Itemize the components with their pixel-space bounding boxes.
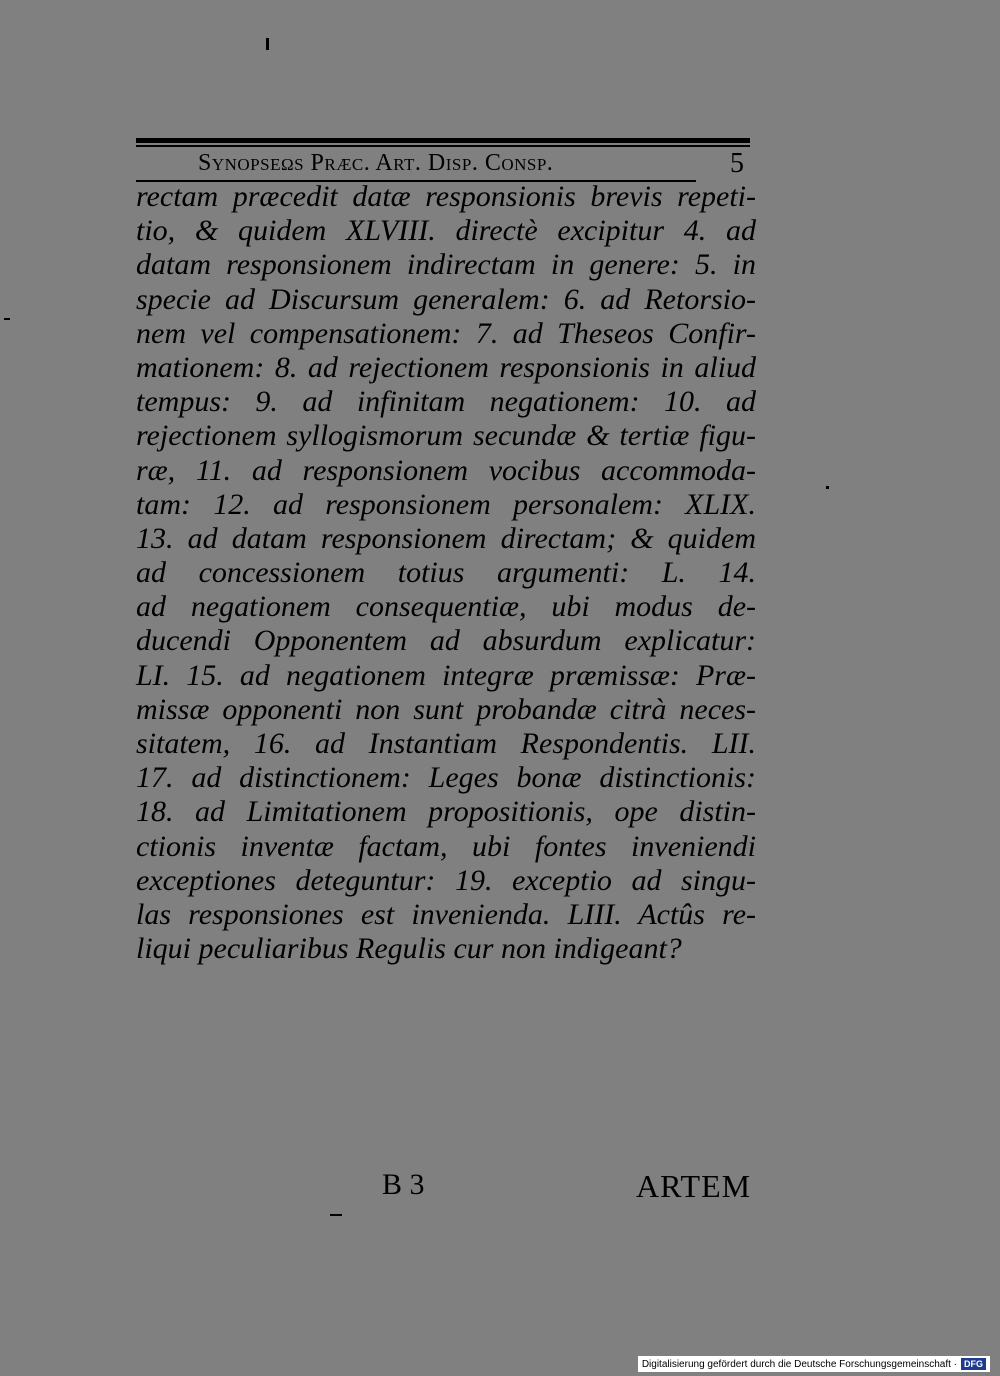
ink-speck	[826, 486, 829, 489]
text-line: rejectionem syllogismorum secundæ & tertiæ figu-	[136, 419, 756, 453]
text-line: ad concessionem totius argumenti: L. 14.	[136, 556, 756, 590]
text-line: nem vel compensationem: 7. ad Theseos Confir-	[136, 316, 756, 350]
text-line: ctionis inventæ factam, ubi fontes inveniendi	[136, 829, 756, 863]
header-rule-thin	[136, 145, 750, 147]
text-line: exceptiones deteguntur: 19. exceptio ad singu-	[136, 863, 756, 897]
text-line: ducendi Opponentem ad absurdum explicatur:	[136, 624, 756, 658]
attribution-text: Digitalisierung gefördert durch die Deutsche Forschungsgemeinschaft ·	[641, 1358, 957, 1370]
text-line: ad negationem consequentiæ, ubi modus de-	[136, 590, 756, 624]
header-rule	[136, 138, 750, 143]
text-line: specie ad Discursum generalem: 6. ad Retorsio-	[136, 282, 756, 316]
text-line: ræ, 11. ad responsionem vocibus accommoda-	[136, 453, 756, 487]
ink-speck	[266, 38, 269, 50]
text-line: rectam præcedit datæ responsionis brevis repeti-	[136, 180, 756, 213]
text-line: 18. ad Limitationem propositionis, ope distin-	[136, 795, 756, 829]
text-line: 13. ad datam responsionem directam; & quidem	[136, 521, 756, 555]
text-line: tempus: 9. ad infinitam negationem: 10. ad	[136, 385, 756, 419]
text-line: tam: 12. ad responsionem personalem: XLIX.	[136, 487, 756, 521]
digitization-attribution	[638, 1356, 990, 1372]
text-line: mationem: 8. ad rejectionem responsionis in aliud	[136, 350, 756, 384]
text-line: tio, & quidem XLVIII. directè excipitur 4. ad	[136, 214, 756, 248]
text-line: las responsiones est invenienda. LIII. Actûs re-	[136, 897, 756, 931]
signature-mark: B 3	[382, 1168, 425, 1201]
text-line: missæ opponenti non sunt probandæ citrà neces-	[136, 692, 756, 726]
running-head	[136, 148, 750, 182]
text-line: datam responsionem indirectam in genere: 5. in	[136, 248, 756, 282]
catchword: ARTEM	[636, 1168, 752, 1204]
ink-speck	[330, 1214, 342, 1216]
dfg-logo: DFG	[961, 1358, 986, 1370]
running-title: Synopsεωs Præc. Art. Disp. Consp.	[198, 150, 554, 176]
ink-speck	[4, 318, 10, 320]
text-line: liqui peculiaribus Regulis cur non indigeant?	[136, 932, 682, 966]
text-line: 17. ad distinctionem: Leges bonæ distinctionis:	[136, 761, 756, 795]
page-number: 5	[730, 148, 744, 179]
text-line: LI. 15. ad negationem integræ præmissæ: Præ-	[136, 658, 756, 692]
body-text	[136, 180, 756, 966]
text-line: sitatem, 16. ad Instantiam Respondentis. LII.	[136, 727, 756, 760]
